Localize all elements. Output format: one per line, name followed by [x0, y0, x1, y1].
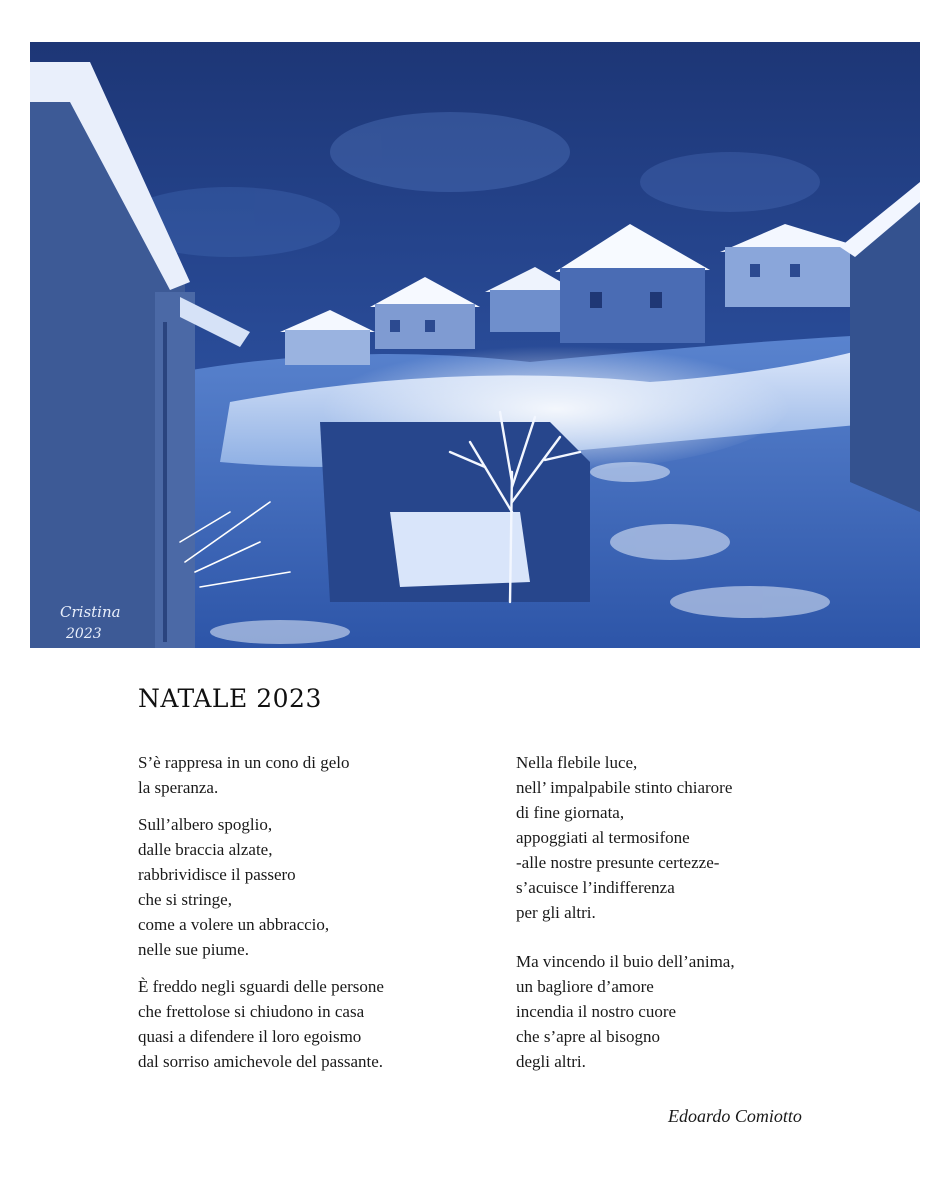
poem-line: la speranza.	[138, 778, 219, 797]
watercolor-painting	[30, 42, 920, 648]
poem-line: Nella flebile luce,	[516, 753, 638, 772]
poem-line: di fine giornata,	[516, 803, 625, 822]
poem-line: incendia il nostro cuore	[516, 1002, 677, 1021]
stanza-4	[516, 750, 846, 925]
poem-line: nelle sue piume.	[138, 940, 249, 959]
poem-title: NATALE 2023	[138, 684, 322, 713]
poem-left-column	[138, 750, 498, 1074]
poem-line: che frettolose si chiudono in casa	[138, 1002, 365, 1021]
poem-line: È freddo negli sguardi delle persone	[138, 977, 384, 996]
poem-line: dalle braccia alzate,	[138, 840, 273, 859]
snow-patch	[390, 512, 530, 587]
stanza-2	[138, 812, 498, 962]
poem-line: appoggiati al termosifone	[516, 828, 690, 847]
stanza-5	[516, 949, 846, 1074]
poem-line: rabbrividisce il passero	[138, 865, 296, 884]
signature-year: 2023	[66, 626, 102, 642]
poem-line: s’acuisce l’indifferenza	[516, 878, 675, 897]
poem-line: un bagliore d’amore	[516, 977, 654, 996]
poem-line: nell’ impalpabile stinto chiarore	[516, 778, 733, 797]
poem-line: per gli altri.	[516, 903, 596, 922]
poem-line: degli altri.	[516, 1052, 586, 1071]
stanza-1	[138, 750, 498, 800]
poem-line: Sull’albero spoglio,	[138, 815, 273, 834]
signature-name: Cristina	[60, 603, 121, 621]
poem-line: dal sorriso amichevole del passante.	[138, 1052, 384, 1071]
poem-right-column	[516, 750, 846, 1074]
poem-line: -alle nostre presunte certezze-	[516, 853, 720, 872]
poem-line: Ma vincendo il buio dell’anima,	[516, 952, 735, 971]
poem-line: come a volere un abbraccio,	[138, 915, 330, 934]
poem-author: Edoardo Comiotto	[668, 1106, 802, 1126]
stanza-3	[138, 974, 498, 1074]
poem-line: quasi a difendere il loro egoismo	[138, 1027, 362, 1046]
poem-line: che si stringe,	[138, 890, 232, 909]
poem-line: che s’apre al bisogno	[516, 1027, 660, 1046]
winter-village-illustration	[30, 42, 920, 648]
poem-line: S’è rappresa in un cono di gelo	[138, 753, 350, 772]
